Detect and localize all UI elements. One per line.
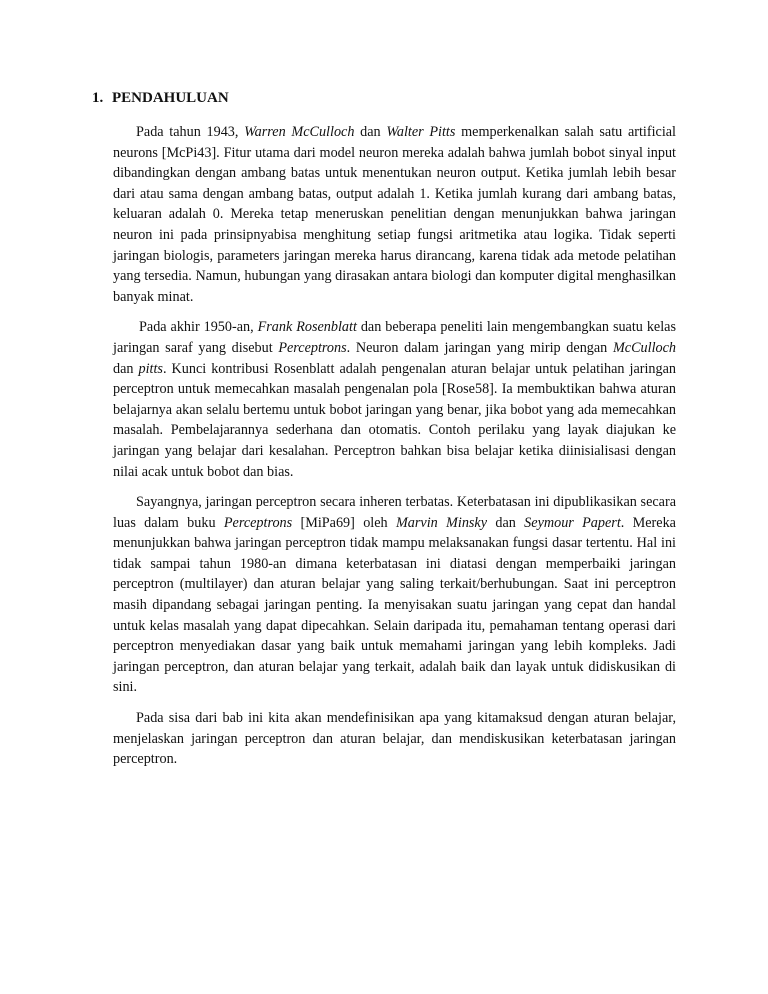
text-run: . Mereka menunjukkan bahwa jaringan perceptron tidak mampu melaksanakan fungsi dasar tertentu. Hal ini tidak sampai tahun 1980-an dimana keterbatasan ini diatasi dengan memperbaiki jaringan perceptron (multilayer) dan aturan belajar yang saling terkait/berhubungan. Saat ini perceptron masih dipandang sebagai jaringan penting. Ia menyisakan suatu jaringan yang cepat dan handal untuk kelas masalah yang dapat dipecahkan. Selain daripada itu, pemahaman tentang operasi dari perceptron menyediakan dasar yang baik untuk memahami jaringan yang lebih kompleks. Jadi jaringan perceptron, dan aturan belajar yang terkait, adalah baik dan layak untuk didiskusikan di sini. bbox=[113, 514, 676, 696]
italic-term: Warren McCulloch bbox=[244, 124, 355, 140]
text-run: dan bbox=[113, 360, 139, 377]
italic-term: Walter Pitts bbox=[386, 124, 456, 140]
text-run: Pada akhir 1950-an, bbox=[139, 319, 258, 336]
body-text bbox=[113, 122, 676, 780]
text-run: . Neuron dalam jaringan yang mirip dengan bbox=[346, 339, 613, 356]
paragraph-limitations bbox=[113, 492, 676, 698]
text-run: Pada tahun 1943, bbox=[136, 124, 245, 140]
paragraph-chapter-outline bbox=[113, 708, 676, 770]
text-run: [MiPa69] oleh bbox=[292, 514, 396, 531]
section-heading bbox=[92, 88, 229, 108]
text-run: Sayangnya, jaringan perceptron secara inheren terbatas. Keterbatasan ini dipublikasikan secara luas dalam buku bbox=[113, 494, 676, 531]
paragraph-intro-mcculloch bbox=[113, 122, 676, 307]
text-run: . Kunci kontribusi Rosenblatt adalah pengenalan aturan belajar untuk pelatihan jaringan perceptron untuk memecahkan masalah pengenalan pola [Rose58]. Ia membuktikan bahwa aturan belajarnya akan selalu bertemu untuk bobot jaringan yang benar, jika bobot yang ada memecahkan masalah. Pembelajarannya sederhana dan otomatis. Contoh perilaku yang layak diajukan ke jaringan yang belajar dari kesalahan. Perceptron bahkan bisa belajar ketika diinisialisasi dengan nilai acak untuk bobot dan bias. bbox=[113, 360, 676, 480]
paragraph-rosenblatt bbox=[113, 317, 676, 482]
text-run: dan bbox=[354, 124, 387, 140]
section-title: PENDAHULUAN bbox=[112, 90, 229, 106]
italic-term: Marvin Minsky bbox=[395, 514, 488, 531]
section-number: 1. bbox=[92, 90, 104, 106]
text-run: memperkenalkan salah satu artificial neurons [McPi43]. Fitur utama dari model neuron mereka adalah bahwa jumlah bobot sinyal input dibandingkan dengan ambang batas untuk menentukan neuron output. Ketika jumlah lebih besar dari atau sama dengan ambang batas, output adalah 1. Ketika jumlah kurang dari ambang batas, keluaran adalah 0. Mereka tetap meneruskan penelitian dengan menunjukkan bahwa jaringan neuron ini pada prinsipnyabisa menghitung setiap fungsi aritmetika atau logika. Tidak seperti jaringan biologis, parameters jaringan mereka harus dirancang, karena tidak ada metode pelatihan yang tersedia. Namun, hubungan yang dirasakan antara biologi dan komputer digital menghasilkan banyak minat. bbox=[113, 124, 676, 305]
text-run: Pada sisa dari bab ini kita akan mendefinisikan apa yang kitamaksud dengan aturan belajar, menjelaskan jaringan perceptron dan aturan belajar, dan mendiskusikan keterbatasan jaringan perceptron. bbox=[113, 710, 676, 768]
italic-term: Perceptrons bbox=[223, 514, 293, 531]
italic-term: Frank Rosenblatt bbox=[257, 319, 357, 336]
italic-term: pitts bbox=[138, 360, 163, 377]
italic-term: Perceptrons bbox=[278, 339, 347, 356]
italic-term: Seymour Papert bbox=[524, 514, 621, 531]
text-run: dan beberapa peneliti lain mengembangkan suatu kelas jaringan saraf yang disebut bbox=[113, 319, 676, 356]
text-run: dan bbox=[487, 514, 525, 531]
italic-term: McCulloch bbox=[612, 339, 676, 356]
